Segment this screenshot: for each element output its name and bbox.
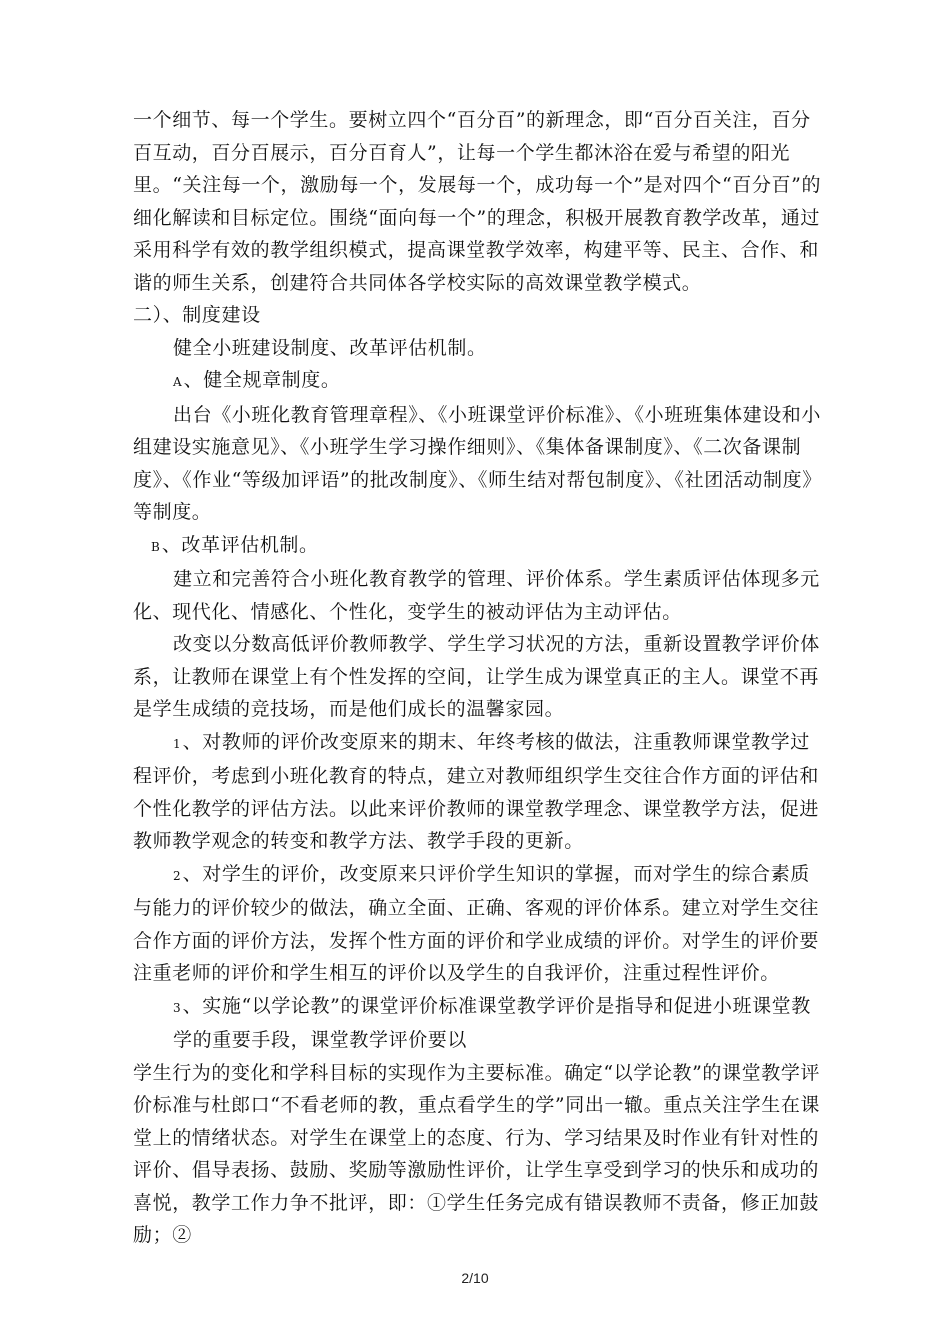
item-b-marker: B — [151, 539, 160, 554]
paragraph-evaluation-method: 改变以分数高低评价教师教学、学生学习状况的方法，重新设置教学评价体系，让教师在课堂上有个性发挥的空间，让学生成为课堂真正的主人。课堂不再是学生成绩的竞技场，而是他们成长的温馨家园。 — [133, 633, 820, 720]
paragraph-evaluation-system: 建立和完善符合小班化教育教学的管理、评价体系。学生素质评估体现多元化、现代化、情感化、个性化，变学生的被动评估为主动评估。 — [133, 568, 820, 623]
section-heading: 二）、制度建设 — [133, 304, 261, 326]
item-1-marker: 1 — [173, 736, 181, 751]
item-b-text: 、改革评估机制。 — [161, 533, 319, 556]
item-1-text: 、对教师的评价改变原来的期末、年终考核的做法，注重教师课堂教学过程评价，考虑到小班化教育的特点，建立对教师组织学生交往合作方面的评估和个性化教学的评估方法。以此来评价教师的课堂教学理念、课堂教学方法，促进教师教学观念的转变和教学方法、教学手段的更新。 — [133, 730, 820, 852]
paragraph-regulations: 出台《小班化教育管理章程》、《小班课堂评价标准》、《小班班集体建设和小组建设实施意见》、《小班学生学习操作细则》、《集体备课制度》、《二次备课制度》、《作业“等级加评语”的批改制度》、《师生结对帮包制度》、《社团活动制度》等制度。 — [133, 403, 822, 523]
item-a-marker: A — [173, 375, 182, 389]
item-2 — [133, 858, 823, 990]
item-a — [133, 364, 823, 399]
paragraph-student-behavior: 学生行为的变化和学科目标的实现作为主要标准。确定“以学论教”的课堂教学评价标准与杜郎口“不看老师的教，重点看学生的学”同出一辙。重点关注学生在课堂上的情绪状态。对学生在课堂上的态度、行为、学习结果及时作业有针对性的评价、倡导表扬、鼓励、奖励等激励性评价，让学生享受到学习的快乐和成功的喜悦，教学工作力争不批评，即：①学生任务完成有错误教师不责备，修正加鼓励；② — [133, 1061, 821, 1246]
paragraph-system-summary: 健全小班建设制度、改革评估机制。 — [173, 336, 487, 359]
body-text — [133, 104, 823, 1252]
item-3-marker: 3 — [173, 1000, 181, 1015]
page-number: 2/10 — [461, 1270, 489, 1286]
item-a-text: 、健全规章制度。 — [183, 369, 341, 391]
item-3-text: 、实施“以学论教”的课堂评价标准课堂教学评价是指导和促进小班课堂教学的重要手段，课堂教学评价要以 — [173, 994, 811, 1051]
item-b — [133, 529, 823, 564]
item-3 — [133, 990, 823, 1057]
item-2-marker: 2 — [173, 868, 181, 883]
item-2-text: 、对学生的评价，改变原来只评价学生知识的掌握，而对学生的综合素质与能力的评价较少的做法，确立全面、正确、客观的评价体系。建立对学生交往合作方面的评价方法，发挥个性方面的评价和学业成绩的评价。对学生的评价要注重老师的评价和学生相互的评价以及学生的自我评价，注重过程性评价。 — [133, 862, 820, 984]
item-1 — [133, 726, 823, 858]
paragraph-intro: 一个细节、每一个学生。要树立四个“百分百”的新理念，即“百分百关注，百分百互动，百分百展示，百分百育人”，让每一个学生都沐浴在爱与希望的阳光里。“关注每一个，激励每一个，发展每一个，成功每一个”是对四个“百分百”的细化解读和目标定位。围绕“面向每一个”的理念，积极开展教育教学改革，通过采用科学有效的教学组织模式，提高课堂教学效率，构建平等、民主、合作、和谐的师生关系，创建符合共同体各学校实际的高效课堂教学模式。 — [133, 109, 822, 294]
